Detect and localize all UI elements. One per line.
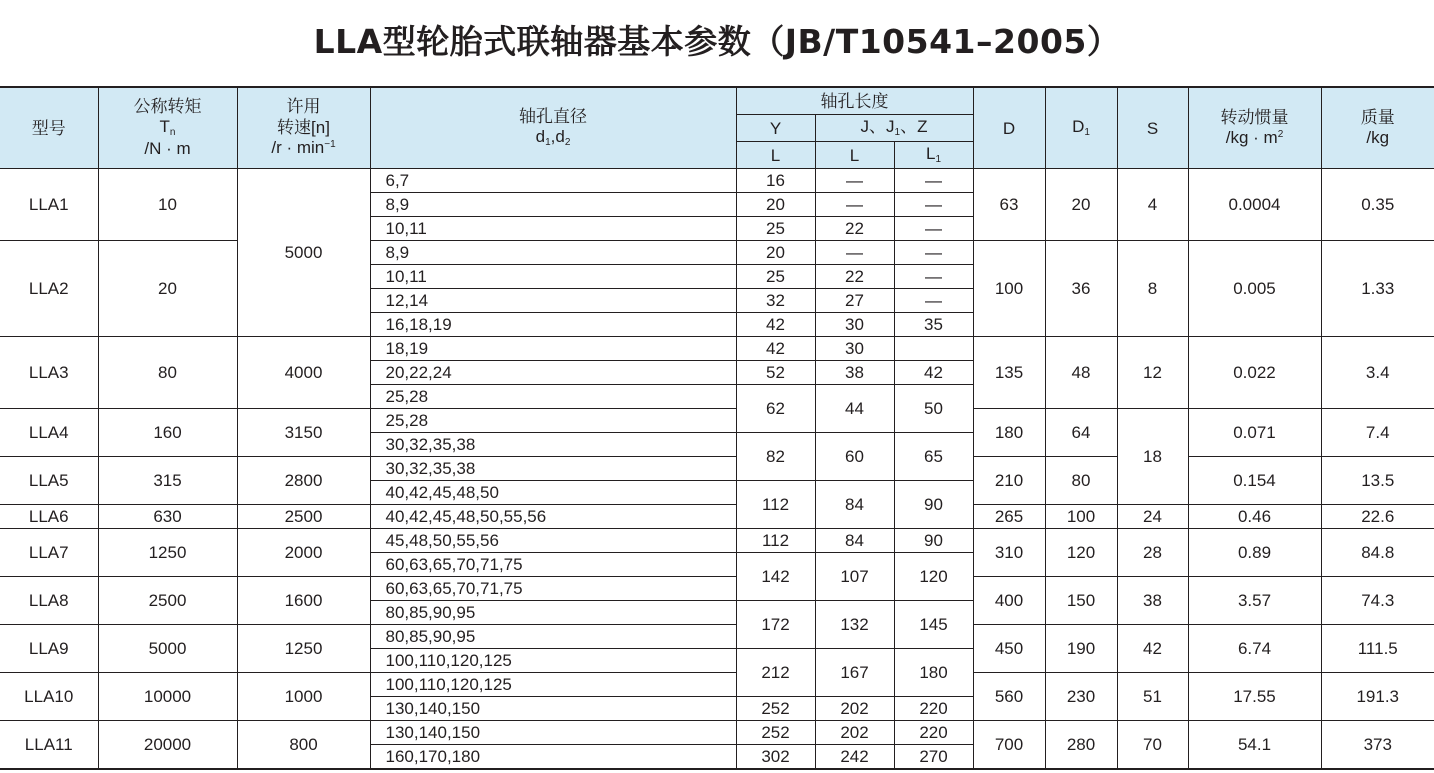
length-l1-cell: 35 — [894, 313, 973, 337]
model-cell: LLA3 — [0, 337, 98, 409]
header-model: 型号 — [0, 87, 98, 169]
length-l-cell: 22 — [815, 265, 894, 289]
length-y-cell: 52 — [736, 361, 815, 385]
length-l1-cell: 120 — [894, 553, 973, 601]
mass-cell: 3.4 — [1321, 337, 1434, 409]
d1-cell: 48 — [1045, 337, 1117, 409]
d-cell: 100 — [973, 241, 1045, 337]
mass-cell: 111.5 — [1321, 625, 1434, 673]
table-row — [0, 169, 1434, 193]
torque-cell: 1250 — [98, 529, 237, 577]
length-l1-cell: — — [894, 193, 973, 217]
mass-cell: 22.6 — [1321, 505, 1434, 529]
d-cell: 210 — [973, 457, 1045, 505]
bore-cell: 30,32,35,38 — [370, 433, 736, 457]
torque-cell: 20 — [98, 241, 237, 337]
d-cell: 265 — [973, 505, 1045, 529]
table-row — [0, 241, 1434, 265]
table-row — [0, 337, 1434, 361]
bore-cell: 45,48,50,55,56 — [370, 529, 736, 553]
length-l-cell: 132 — [815, 601, 894, 649]
bore-cell: 100,110,120,125 — [370, 673, 736, 697]
bore-cell: 60,63,65,70,71,75 — [370, 553, 736, 577]
length-y-cell: 20 — [736, 241, 815, 265]
length-l-cell: 202 — [815, 721, 894, 745]
length-l1-cell: 180 — [894, 649, 973, 697]
length-y-cell: 25 — [736, 217, 815, 241]
speed-cell: 1000 — [237, 673, 370, 721]
torque-cell: 315 — [98, 457, 237, 505]
model-cell: LLA5 — [0, 457, 98, 505]
mass-cell: 0.35 — [1321, 169, 1434, 241]
inertia-cell: 0.46 — [1188, 505, 1321, 529]
length-y-cell: 42 — [736, 337, 815, 361]
model-cell: LLA6 — [0, 505, 98, 529]
d1-cell: 280 — [1045, 721, 1117, 770]
model-cell: LLA9 — [0, 625, 98, 673]
length-l-cell: 242 — [815, 745, 894, 770]
header-y: Y — [736, 115, 815, 142]
length-y-cell: 172 — [736, 601, 815, 649]
torque-cell: 20000 — [98, 721, 237, 770]
s-cell: 42 — [1117, 625, 1188, 673]
length-l1-cell: 50 — [894, 385, 973, 433]
mass-cell: 13.5 — [1321, 457, 1434, 505]
torque-cell: 5000 — [98, 625, 237, 673]
length-y-cell: 212 — [736, 649, 815, 697]
length-y-cell: 25 — [736, 265, 815, 289]
table-row — [0, 457, 1434, 481]
model-cell: LLA11 — [0, 721, 98, 770]
length-l-cell: 38 — [815, 361, 894, 385]
length-l-cell: 84 — [815, 529, 894, 553]
length-y-cell: 112 — [736, 529, 815, 553]
header-l-y: L — [736, 142, 815, 169]
length-l-cell: 27 — [815, 289, 894, 313]
length-l-cell: — — [815, 169, 894, 193]
torque-cell: 2500 — [98, 577, 237, 625]
speed-cell: 2800 — [237, 457, 370, 505]
d1-cell: 150 — [1045, 577, 1117, 625]
length-y-cell: 16 — [736, 169, 815, 193]
header-inertia: 转动惯量 $/kg \cdot m^2$ — [1188, 87, 1321, 169]
length-l-cell: 107 — [815, 553, 894, 601]
length-l-cell: 202 — [815, 697, 894, 721]
torque-cell: 160 — [98, 409, 237, 457]
length-l1-cell: — — [894, 169, 973, 193]
length-l-cell: — — [815, 241, 894, 265]
length-y-cell: 62 — [736, 385, 815, 433]
length-y-cell: 252 — [736, 697, 815, 721]
bore-cell: 80,85,90,95 — [370, 625, 736, 649]
length-l-cell: 22 — [815, 217, 894, 241]
inertia-cell: 0.071 — [1188, 409, 1321, 457]
torque-cell: 10000 — [98, 673, 237, 721]
inertia-cell: 17.55 — [1188, 673, 1321, 721]
model-cell: LLA7 — [0, 529, 98, 577]
bore-cell: 100,110,120,125 — [370, 649, 736, 673]
length-l-cell: 84 — [815, 481, 894, 529]
bore-cell: 25,28 — [370, 385, 736, 409]
d1-cell: 20 — [1045, 169, 1117, 241]
length-l-cell: — — [815, 193, 894, 217]
d-cell: 560 — [973, 673, 1045, 721]
bore-cell: 30,32,35,38 — [370, 457, 736, 481]
length-y-cell: 112 — [736, 481, 815, 529]
header-bore-length: 轴孔长度 — [736, 87, 973, 115]
length-l-cell: 167 — [815, 649, 894, 697]
bore-cell: 80,85,90,95 — [370, 601, 736, 625]
d-cell: 63 — [973, 169, 1045, 241]
inertia-cell: 0.0004 — [1188, 169, 1321, 241]
table-row — [0, 721, 1434, 745]
bore-cell: 60,63,65,70,71,75 — [370, 577, 736, 601]
header-s: S — [1117, 87, 1188, 169]
length-l1-cell: 220 — [894, 697, 973, 721]
d1-cell: 64 — [1045, 409, 1117, 457]
length-l1-cell: 220 — [894, 721, 973, 745]
model-cell: LLA10 — [0, 673, 98, 721]
s-cell: 28 — [1117, 529, 1188, 577]
speed-cell: 4000 — [237, 337, 370, 409]
speed-cell: 2000 — [237, 529, 370, 577]
header-speed: 许用 转速[n] $/r \cdot \min^{-1}$ — [237, 87, 370, 169]
bore-cell: 6,7 — [370, 169, 736, 193]
d1-cell: 80 — [1045, 457, 1117, 505]
header-torque: 公称转矩 $T_n$ /N · m — [98, 87, 237, 169]
header-l-j: L — [815, 142, 894, 169]
d-cell: 180 — [973, 409, 1045, 457]
length-l1-cell: — — [894, 265, 973, 289]
inertia-cell: 54.1 — [1188, 721, 1321, 770]
d-cell: 450 — [973, 625, 1045, 673]
length-l-cell: 30 — [815, 337, 894, 361]
bore-cell: 18,19 — [370, 337, 736, 361]
d1-cell: 36 — [1045, 241, 1117, 337]
s-cell: 51 — [1117, 673, 1188, 721]
table-row — [0, 577, 1434, 601]
d-cell: 310 — [973, 529, 1045, 577]
length-l-cell: 60 — [815, 433, 894, 481]
inertia-cell: 0.022 — [1188, 337, 1321, 409]
inertia-cell: 0.005 — [1188, 241, 1321, 337]
mass-cell: 74.3 — [1321, 577, 1434, 625]
length-y-cell: 20 — [736, 193, 815, 217]
d1-cell: 100 — [1045, 505, 1117, 529]
header-bore-diameter: 轴孔直径 $d_1,d_2$ — [370, 87, 736, 169]
s-cell: 4 — [1117, 169, 1188, 241]
bore-cell: 130,140,150 — [370, 697, 736, 721]
length-y-cell: 42 — [736, 313, 815, 337]
inertia-cell: 0.154 — [1188, 457, 1321, 505]
d1-cell: 120 — [1045, 529, 1117, 577]
model-cell: LLA4 — [0, 409, 98, 457]
s-cell: 38 — [1117, 577, 1188, 625]
length-l1-cell: 65 — [894, 433, 973, 481]
bore-cell: 8,9 — [370, 193, 736, 217]
table-row — [0, 529, 1434, 553]
parameter-table — [0, 86, 1434, 770]
mass-cell: 191.3 — [1321, 673, 1434, 721]
table-row — [0, 505, 1434, 529]
d1-cell: 190 — [1045, 625, 1117, 673]
bore-cell: 40,42,45,48,50,55,56 — [370, 505, 736, 529]
speed-cell: 1250 — [237, 625, 370, 673]
s-cell: 70 — [1117, 721, 1188, 770]
bore-cell: 20,22,24 — [370, 361, 736, 385]
s-cell: 18 — [1117, 409, 1188, 505]
header-d: D — [973, 87, 1045, 169]
length-y-cell: 302 — [736, 745, 815, 770]
model-cell: LLA2 — [0, 241, 98, 337]
length-l1-cell: 90 — [894, 481, 973, 529]
bore-cell: 10,11 — [370, 265, 736, 289]
torque-cell: 630 — [98, 505, 237, 529]
header-d1: $D_1$ — [1045, 87, 1117, 169]
mass-cell: 84.8 — [1321, 529, 1434, 577]
d-cell: 135 — [973, 337, 1045, 409]
s-cell: 24 — [1117, 505, 1188, 529]
mass-cell: 373 — [1321, 721, 1434, 770]
bore-cell: 25,28 — [370, 409, 736, 433]
d-cell: 700 — [973, 721, 1045, 770]
length-l1-cell: 145 — [894, 601, 973, 649]
header-l1: $L_1$ — [894, 142, 973, 169]
torque-cell: 80 — [98, 337, 237, 409]
header-mass: 质量 /kg — [1321, 87, 1434, 169]
bore-cell: 8,9 — [370, 241, 736, 265]
speed-cell: 2500 — [237, 505, 370, 529]
length-y-cell: 142 — [736, 553, 815, 601]
length-l-cell: 30 — [815, 313, 894, 337]
inertia-cell: 3.57 — [1188, 577, 1321, 625]
length-y-cell: 82 — [736, 433, 815, 481]
bore-cell: 40,42,45,48,50 — [370, 481, 736, 505]
inertia-cell: 6.74 — [1188, 625, 1321, 673]
speed-cell: 3150 — [237, 409, 370, 457]
bore-cell: 130,140,150 — [370, 721, 736, 745]
length-l1-cell — [894, 337, 973, 361]
bore-cell: 10,11 — [370, 217, 736, 241]
length-l1-cell: — — [894, 241, 973, 265]
d1-cell: 230 — [1045, 673, 1117, 721]
model-cell: LLA8 — [0, 577, 98, 625]
length-y-cell: 252 — [736, 721, 815, 745]
s-cell: 12 — [1117, 337, 1188, 409]
table-row — [0, 673, 1434, 697]
length-l1-cell: 270 — [894, 745, 973, 770]
s-cell: 8 — [1117, 241, 1188, 337]
inertia-cell: 0.89 — [1188, 529, 1321, 577]
length-l1-cell: 42 — [894, 361, 973, 385]
table-row — [0, 409, 1434, 433]
length-y-cell: 32 — [736, 289, 815, 313]
d-cell: 400 — [973, 577, 1045, 625]
table-row — [0, 625, 1434, 649]
speed-cell: 5000 — [237, 169, 370, 337]
torque-cell: 10 — [98, 169, 237, 241]
length-l1-cell: 90 — [894, 529, 973, 553]
length-l1-cell: — — [894, 289, 973, 313]
speed-cell: 1600 — [237, 577, 370, 625]
speed-cell: 800 — [237, 721, 370, 770]
mass-cell: 7.4 — [1321, 409, 1434, 457]
mass-cell: 1.33 — [1321, 241, 1434, 337]
header-jjz: J、$J_1$、Z — [815, 115, 973, 142]
bore-cell: 16,18,19 — [370, 313, 736, 337]
length-l1-cell: — — [894, 217, 973, 241]
length-l-cell: 44 — [815, 385, 894, 433]
page-title: LLA型轮胎式联轴器基本参数（JB/T10541–2005） — [313, 22, 1121, 61]
bore-cell: 12,14 — [370, 289, 736, 313]
model-cell: LLA1 — [0, 169, 98, 241]
bore-cell: 160,170,180 — [370, 745, 736, 770]
